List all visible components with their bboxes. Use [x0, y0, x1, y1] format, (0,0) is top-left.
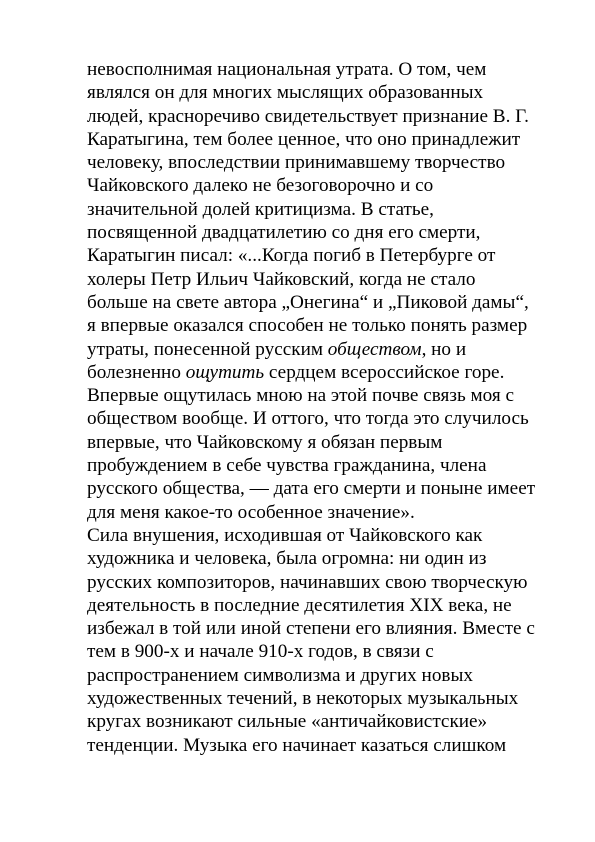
text-line: людей, красноречиво свидетельствует признание В. Г. — [87, 105, 529, 127]
italic-emphasis: ощутить — [185, 361, 265, 383]
text-segment: утраты, понесенной русским — [87, 338, 328, 360]
text-line: холеры Петр Ильич Чайковский, когда не стало — [87, 268, 476, 290]
text-line — [87, 338, 557, 361]
text-line: тем в 900-х и начале 910-х годов, в связи с — [87, 641, 434, 663]
text-line: пробуждением в себе чувства гражданина, члена — [87, 455, 487, 477]
text-line: русского общества, — дата его смерти и поныне имеет — [87, 478, 536, 500]
text-line: художественных течений, в некоторых музыкальных — [87, 688, 519, 710]
text-line: Чайковского далеко не безоговорочно и со — [87, 175, 434, 197]
text-line: обществом вообще. И оттого, что тогда это случилось — [87, 408, 529, 430]
text-line: больше на свете автора „Онегина“ и „Пиковой дамы“, — [87, 291, 529, 313]
text-line: тенденции. Музыка его начинает казаться слишком — [87, 734, 507, 756]
text-line: Впервые ощутилась мною на этой почве связь моя с — [87, 385, 515, 407]
text-line — [87, 361, 557, 384]
text-line: художника и человека, была огромна: ни один из — [87, 548, 487, 570]
text-line: Каратыгина, тем более ценное, что оно принадлежит — [87, 128, 521, 150]
text-line: значительной долей критицизма. В статье, — [87, 198, 434, 220]
italic-emphasis: обществом — [327, 338, 422, 360]
text-line: впервые, что Чайковскому я обязан первым — [87, 431, 443, 453]
text-line: русских композиторов, начинавших свою творческую — [87, 571, 528, 593]
text-line: человеку, впоследствии принимавшему творчество — [87, 152, 506, 174]
text-segment: , но и — [421, 338, 467, 360]
body-text — [87, 58, 557, 757]
text-segment: сердцем всероссийское горе. — [264, 361, 505, 383]
text-line: распространением символизма и других новых — [87, 664, 473, 686]
text-line: кругах возникают сильные «античайковистские» — [87, 711, 488, 733]
text-line: посвященной двадцатилетию со дня его смерти, — [87, 222, 481, 244]
text-line: деятельность в последние десятилетия XIX века, не — [87, 594, 512, 616]
text-line: избежал в той или иной степени его влияния. Вместе с — [87, 618, 535, 640]
text-line: для меня какое-то особенное значение». — [87, 501, 415, 523]
text-line: я впервые оказался способен не только понять размер — [87, 315, 528, 337]
text-segment: болезненно — [87, 361, 186, 383]
text-line: являлся он для многих мыслящих образованных — [87, 82, 484, 104]
text-line: Каратыгин писал: «...Когда погиб в Петербурге от — [87, 245, 496, 267]
text-line: Сила внушения, исходившая от Чайковского как — [87, 524, 483, 546]
text-line: невосполнимая национальная утрата. О том, чем — [87, 59, 487, 80]
